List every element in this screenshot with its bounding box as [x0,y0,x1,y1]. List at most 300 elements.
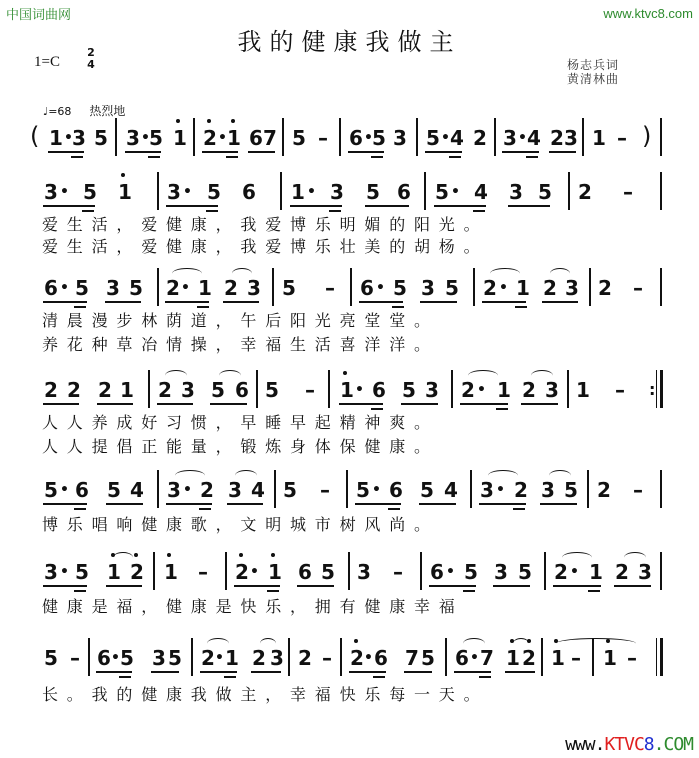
beam-underline [199,508,211,510]
barline [451,370,453,408]
beam-underline [96,671,132,673]
note-glyph: 6 [430,560,444,584]
note-glyph: – [198,560,208,584]
note-glyph: 4 [251,478,265,502]
beam-underline [521,403,558,405]
beam-underline [373,676,385,678]
barline [544,552,546,590]
note-glyph: 1 [506,646,520,670]
notes-intro [0,118,699,158]
barline [416,118,418,156]
wm-part-com: .COM [653,734,693,755]
note-glyph: 1 [118,180,132,204]
note-glyph: 2 [200,478,214,502]
note-glyph: 5 [120,646,134,670]
beam-underline [157,403,193,405]
note-glyph: 2 [67,378,81,402]
note-glyph: 5 [435,180,449,204]
note-glyph: 2 [554,560,568,584]
slur-arc [556,638,636,649]
barline [340,638,342,676]
beam-underline [429,585,476,587]
beam-underline [371,156,383,158]
lyricist: 杨志兵词 [567,58,620,72]
note-glyph: • [364,130,373,146]
beam-underline [224,676,236,678]
octave-dot [343,371,347,375]
octave-dot [239,553,243,557]
note-glyph: 1 [198,276,212,300]
key-signature: 1=C [34,54,60,70]
barline [282,118,284,156]
octave-dot [111,553,115,557]
note-glyph: • [355,382,364,398]
note-glyph: 2 [252,646,266,670]
barline [346,470,348,508]
watermark-bottom-url [565,734,693,755]
note-glyph: • [218,130,227,146]
beam-underline [43,503,87,505]
barline [191,638,193,676]
barline [568,172,570,210]
barline [582,118,584,156]
lyrics-row-2-verse-1: 清晨漫步林荫道，午后阳光亮堂堂。 [42,311,439,330]
note-glyph: • [570,564,579,580]
note-glyph: 1 [173,126,187,150]
lyrics-row-5: 健康是福，健康是快乐，拥有健康幸福 [42,597,464,616]
note-glyph: 6 [298,560,312,584]
note-glyph: – [320,478,330,502]
barline [473,268,475,306]
note-glyph: 2 [235,560,249,584]
note-glyph: 5 [207,180,221,204]
note-glyph: 6 [235,378,249,402]
beam-underline [251,671,281,673]
barline [256,370,258,408]
barline [660,470,662,508]
note-glyph: – [393,560,403,584]
barline [592,638,594,676]
note-glyph: 6 [44,276,58,300]
notes-row-5 [0,552,699,592]
repeat-dots: : [649,380,656,399]
note-glyph: 3 [564,126,578,150]
barline [589,268,591,306]
note-glyph: 3 [330,180,344,204]
beam-underline [148,156,160,158]
note-glyph: 1 [340,378,354,402]
note-glyph: 6 [242,180,256,204]
note-glyph: 1 [49,126,63,150]
beam-underline [479,676,491,678]
octave-dot [554,639,558,643]
note-glyph: • [376,280,385,296]
note-glyph: 5 [94,126,108,150]
barline [115,118,117,156]
note-glyph: 5 [75,276,89,300]
note-glyph: 5 [402,378,416,402]
note-glyph: 1 [227,126,241,150]
beam-underline [493,585,530,587]
note-glyph: 4 [130,478,144,502]
note-glyph: 3 [480,478,494,502]
beam-underline [71,156,83,158]
note-glyph: 5 [265,378,279,402]
barline [348,552,350,590]
note-glyph: 2 [98,378,112,402]
paren-open: ( [30,122,40,150]
beam-underline [234,585,280,587]
note-glyph: – [633,276,643,300]
note-glyph: – [305,378,315,402]
barline [328,370,330,408]
note-glyph: 5 [356,478,370,502]
beam-underline [508,205,550,207]
note-glyph: 3 [72,126,86,150]
note-glyph: • [496,482,505,498]
beam-underline [502,151,539,153]
note-glyph: 5 [107,478,121,502]
barline [288,638,290,676]
note-glyph: 2 [615,560,629,584]
note-glyph: – [571,646,581,670]
note-glyph: 5 [372,126,386,150]
beam-underline [105,301,141,303]
note-glyph: • [181,280,190,296]
note-glyph: 3 [167,180,181,204]
note-glyph: • [307,184,316,200]
note-glyph: 5 [75,560,89,584]
note-glyph: 3 [270,646,284,670]
beam-underline [420,301,457,303]
beam-underline [297,585,334,587]
octave-dot [354,639,358,643]
barline [470,470,472,508]
note-glyph: 2 [598,276,612,300]
note-glyph: • [64,130,73,146]
beam-underline [388,508,400,510]
beam-underline [290,205,342,207]
note-glyph: • [111,650,120,666]
note-glyph: 3 [509,180,523,204]
octave-dot [167,553,171,557]
note-glyph: 3 [126,126,140,150]
beam-underline [248,151,275,153]
note-glyph: 3 [152,646,166,670]
note-glyph: 3 [393,126,407,150]
note-glyph: 1 [589,560,603,584]
note-glyph: 6 [372,378,386,402]
note-glyph: • [183,184,192,200]
note-glyph: 2 [203,126,217,150]
note-glyph: – [70,646,80,670]
note-glyph: 5 [421,646,435,670]
beam-underline [482,301,526,303]
note-glyph: 4 [527,126,541,150]
beam-underline [74,590,86,592]
note-glyph: 6 [249,126,263,150]
final-barline [656,638,663,676]
composer: 黄清林曲 [567,72,620,86]
note-glyph: 5 [420,478,434,502]
note-glyph: 6 [397,180,411,204]
note-glyph: 2 [298,646,312,670]
note-glyph: 5 [282,276,296,300]
lyrics-row-6: 长。我的健康我做主，幸福快乐每一天。 [42,685,489,704]
notes-row-6 [0,638,699,678]
note-glyph: 5 [445,276,459,300]
note-glyph: • [183,482,192,498]
beam-underline [515,306,527,308]
wm-part-ktvc: KTVC [604,734,644,755]
note-glyph: • [518,130,527,146]
note-glyph: 5 [83,180,97,204]
note-glyph: 3 [106,276,120,300]
note-glyph: 4 [450,126,464,150]
beam-underline [119,676,131,678]
beam-underline [505,671,535,673]
note-glyph: 2 [350,646,364,670]
note-glyph: 5 [426,126,440,150]
note-glyph: 4 [444,478,458,502]
note-glyph: • [60,184,69,200]
beam-underline [460,403,508,405]
note-glyph: • [250,564,259,580]
barline [660,552,662,590]
note-glyph: • [446,564,455,580]
note-glyph: 6 [97,646,111,670]
notes-row-1 [0,172,699,212]
note-glyph: 3 [421,276,435,300]
note-glyph: 5 [292,126,306,150]
beam-underline [549,151,576,153]
note-glyph: 2 [130,560,144,584]
note-glyph: – [325,276,335,300]
note-glyph: 1 [576,378,590,402]
wm-part-8: 8 [643,734,654,755]
note-glyph: 3 [167,478,181,502]
barline [541,638,543,676]
note-glyph: 3 [565,276,579,300]
beam-underline [106,503,143,505]
note-glyph: 7 [263,126,277,150]
note-glyph: 6 [374,646,388,670]
note-glyph: 1 [107,560,121,584]
note-glyph: 3 [181,378,195,402]
octave-dot [510,639,514,643]
barline [339,118,341,156]
beam-underline [48,151,84,153]
note-glyph: 5 [393,276,407,300]
beam-underline [43,585,87,587]
note-glyph: 2 [158,378,172,402]
note-glyph: 2 [44,378,58,402]
lyrics-row-2-verse-2: 养花种草冶情操，幸福生活喜洋洋。 [42,335,439,354]
note-glyph: • [451,184,460,200]
barline [157,470,159,508]
song-title: 我的健康我做主 [237,28,462,56]
beam-underline [166,205,218,207]
note-glyph: 3 [44,560,58,584]
beam-underline [540,503,577,505]
note-glyph: 7 [480,646,494,670]
barline [660,268,662,306]
beam-underline [348,151,384,153]
note-glyph: 5 [564,478,578,502]
note-glyph: 7 [405,646,419,670]
note-glyph: 1 [603,646,617,670]
note-glyph: 2 [597,478,611,502]
beam-underline [401,403,438,405]
beam-underline [43,301,87,303]
beam-underline [125,151,161,153]
note-glyph: 1 [516,276,530,300]
beam-underline [479,503,526,505]
note-glyph: • [60,280,69,296]
note-glyph: – [322,646,332,670]
note-glyph: 5 [211,378,225,402]
mood-marking: 热烈地 [89,104,126,118]
note-glyph: 3 [44,180,58,204]
octave-dot [121,173,125,177]
note-glyph: 3 [425,378,439,402]
beam-underline [43,403,79,405]
note-glyph: 2 [224,276,238,300]
note-glyph: 2 [550,126,564,150]
beam-underline [425,151,462,153]
note-glyph: – [633,478,643,502]
note-glyph: 5 [538,180,552,204]
note-glyph: 3 [638,560,652,584]
note-glyph: 2 [522,378,536,402]
beam-underline [542,301,578,303]
beam-underline [463,590,475,592]
beam-underline [614,585,651,587]
note-glyph: 5 [321,560,335,584]
barline [660,172,662,210]
note-glyph: 5 [518,560,532,584]
time-signature [86,47,96,71]
barline [193,118,195,156]
note-glyph: 3 [541,478,555,502]
barline [88,638,90,676]
note-glyph: 2 [473,126,487,150]
beam-underline [349,671,386,673]
note-glyph: 2 [522,646,536,670]
note-glyph: 3 [494,560,508,584]
note-glyph: • [372,482,381,498]
note-glyph: • [441,130,450,146]
octave-dot [134,553,138,557]
beam-underline [227,503,263,505]
watermark-site-name: 中国词曲网 [6,8,72,23]
beam-underline [226,156,238,158]
beam-underline [223,301,259,303]
note-glyph: • [364,650,373,666]
note-glyph: 3 [247,276,261,300]
barline [494,118,496,156]
note-glyph: 1 [497,378,511,402]
octave-dot [207,119,211,123]
note-glyph: 3 [228,478,242,502]
beam-underline [449,156,461,158]
note-glyph: 2 [166,276,180,300]
barline [350,268,352,306]
barline [153,552,155,590]
barline [225,552,227,590]
beam-underline [419,503,456,505]
beam-underline [267,590,279,592]
beam-underline [210,403,247,405]
watermark-url: www.ktvc8.com [603,6,693,21]
beam-underline [359,301,403,303]
tempo-marking [43,102,125,119]
note-glyph: – [615,378,625,402]
beam-underline [74,508,86,510]
note-glyph: 2 [543,276,557,300]
tempo-value: ♩=68 [43,105,72,118]
barline [567,370,569,408]
barline [587,470,589,508]
barline [157,172,159,210]
note-glyph: 3 [357,560,371,584]
beam-underline [365,205,409,207]
notes-row-4 [0,470,699,510]
barline [445,638,447,676]
beam-underline [166,503,212,505]
barline [272,268,274,306]
octave-dot [606,639,610,643]
beam-underline [434,205,486,207]
barline [660,118,662,156]
time-signature-bottom: 4 [87,58,95,71]
note-glyph: 1 [268,560,282,584]
note-glyph: 5 [44,478,58,502]
note-glyph: 3 [545,378,559,402]
note-glyph: – [627,646,637,670]
beam-underline [97,403,133,405]
octave-dot [176,119,180,123]
beam-underline [496,408,508,410]
barline [157,268,159,306]
note-glyph: – [617,126,627,150]
beam-underline [339,403,383,405]
note-glyph: 6 [360,276,374,300]
beam-underline [513,508,525,510]
note-glyph: 6 [389,478,403,502]
lyrics-row-1-verse-1: 爱生活，爱健康，我爱博乐明媚的阳光。 [42,215,489,234]
note-glyph: • [477,382,486,398]
lyrics-row-4: 博乐唱响健康歌，文明城市树风尚。 [42,515,439,534]
note-glyph: • [60,482,69,498]
octave-dot [271,553,275,557]
beam-underline [588,590,600,592]
note-glyph: 1 [592,126,606,150]
note-glyph: • [60,564,69,580]
beam-underline [151,671,179,673]
note-glyph: 2 [514,478,528,502]
credits [567,58,619,86]
time-signature-top: 2 [87,46,95,59]
note-glyph: 2 [201,646,215,670]
note-glyph: 5 [366,180,380,204]
barline [274,470,276,508]
note-glyph: 1 [120,378,134,402]
note-glyph: – [623,180,633,204]
barline [280,172,282,210]
beam-underline [454,671,491,673]
notes-row-2 [0,268,699,308]
